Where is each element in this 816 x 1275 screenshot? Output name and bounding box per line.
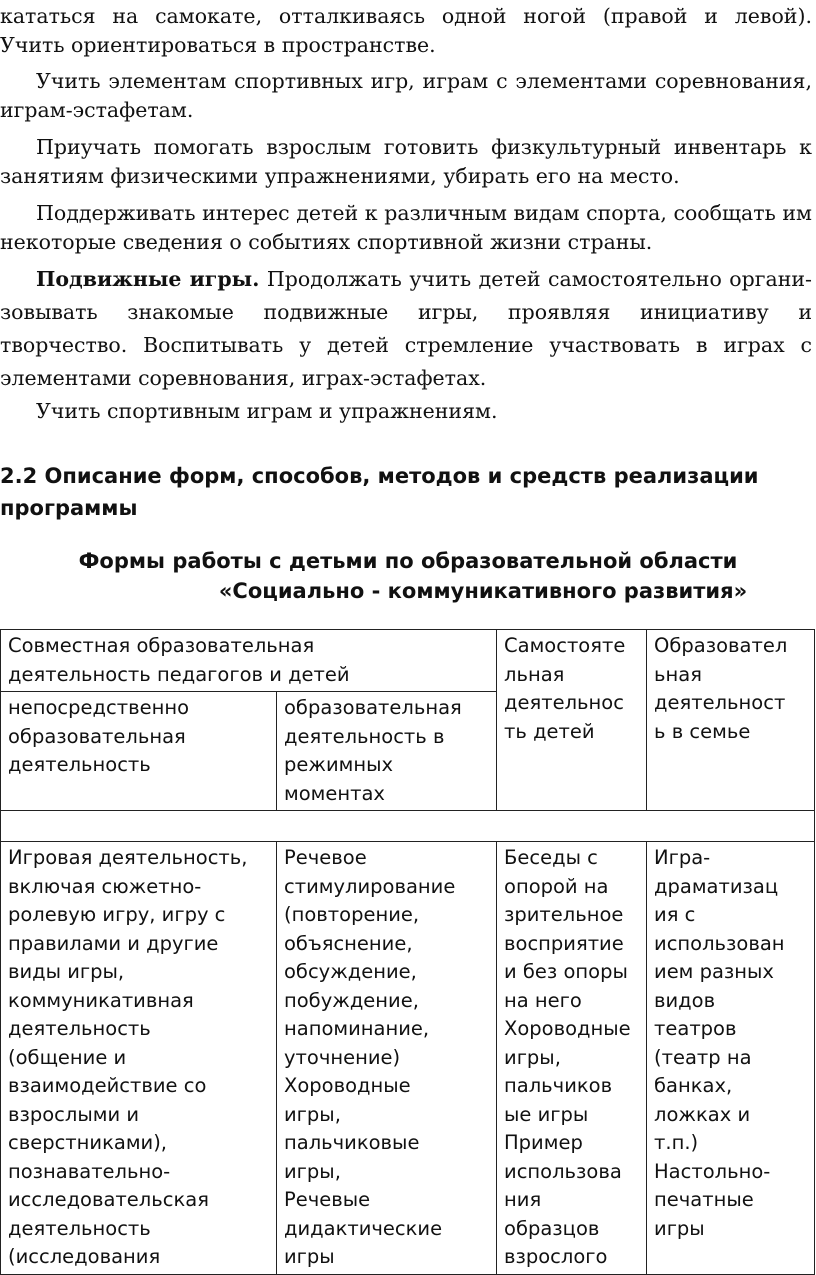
paragraph-line: Учить ориентироваться в пространстве. (0, 33, 436, 57)
header-joint-activity: Совместная образовательная деятельность педагогов и детей (1, 630, 497, 692)
table-title (0, 546, 816, 606)
paragraph-line: Поддерживать интерес детей к различным видам спорта, сообщать им (36, 201, 812, 225)
header-direct-activity: непосредственно образовательная деятельность (1, 692, 277, 811)
paragraph-line (36, 265, 812, 294)
empty-cell (1, 811, 815, 842)
cell-regime-activity: Речевое стимулирование (повторение, объяснение, обсуждение, побуждение, напоминание, уточнение) Хороводные игры, пальчиковые игры, Речевые дидактические игры (277, 842, 497, 1275)
paragraph-line: некоторые сведения о событиях спортивной жизни страны. (0, 230, 653, 254)
header-regime-activity: образовательная деятельность в режимных моментах (277, 692, 497, 811)
cell-family-activity: Игра- драматизац ия с использован ием разных видов театров (театр на банках, ложках и т.п.) Настольно- печатные игры (647, 842, 815, 1275)
paragraph-line: кататься на самокате, отталкиваясь одной ногой (правой и левой). (0, 4, 812, 28)
paragraph-line: Учить спортивным играм и упражнениям. (36, 399, 498, 423)
section-heading-line: 2.2 Описание форм, способов, методов и средств реализации (0, 464, 759, 488)
table-row (1, 842, 815, 1275)
cell-independent-activity: Беседы с опорой на зрительное восприятие и без опоры на него Хороводные игры, пальчиков ые игры Пример использова ния образцов взрослого (497, 842, 647, 1275)
paragraph-line: играм-эстафетам. (0, 98, 194, 122)
table-header-row (1, 630, 815, 692)
paragraph-line: Приучать помогать взрослым готовить физкультурный инвентарь к (36, 135, 812, 159)
forms-table (0, 629, 815, 1275)
paragraph-line: зовывать знакомые подвижные игры, проявляя инициативу и (0, 300, 812, 324)
paragraph-line: занятиям физическими упражнениями, убирать его на место. (0, 164, 680, 188)
header-family-activity: Образовател ьная деятельност ь в семье (647, 630, 815, 811)
paragraph-line: элементами соревнования, играх-эстафетах. (0, 366, 487, 390)
section-heading (0, 460, 780, 524)
table-title-line: Формы работы с детьми по образовательной области (78, 549, 738, 573)
paragraph-text: Продолжать учить детей самостоятельно органи- (259, 267, 812, 291)
subheading-inline: Подвижные игры. (36, 267, 260, 291)
section-heading-line: программы (0, 496, 138, 520)
table-empty-row (1, 811, 815, 842)
table-title-line: «Социально - коммуникативного развития» (218, 579, 748, 603)
cell-direct-activity: Игровая деятельность, включая сюжетно- ролевую игру, игру с правилами и другие виды игры, коммуникативная деятельность (общение и взаимодействие со взрослыми и сверстниками), познавательно- исследовательская деятельность (исследования (1, 842, 277, 1275)
header-independent-activity: Самостояте льная деятельнос ть детей (497, 630, 647, 811)
paragraph-line: творчество. Воспитывать у детей стремление участвовать в играх с (0, 333, 812, 357)
paragraph-line: Учить элементам спортивных игр, играм с элементами соревнования, (36, 69, 812, 93)
